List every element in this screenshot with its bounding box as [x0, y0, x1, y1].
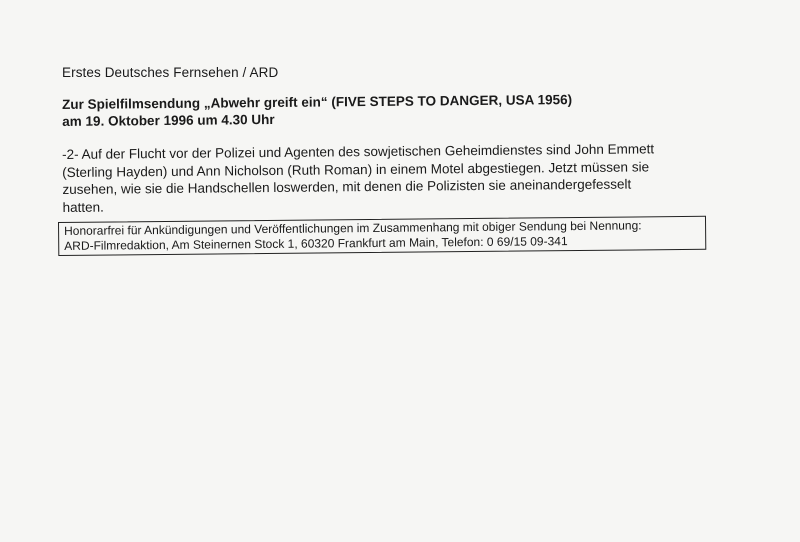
copyright-notice-box [58, 216, 706, 256]
notice-line-2: ARD-Filmredaktion, Am Steinernen Stock 1, 60320 Frankfurt am Main, Telefon: 0 69/15 09-341 [64, 233, 568, 253]
caption-body [62, 140, 713, 216]
notice-line-1: Honorarfrei für Ankündigungen und Veröffentlichungen im Zusammenhang mit obiger Sendung bei Nennung: [64, 218, 642, 238]
caption-line-1: -2- Auf der Flucht vor der Polizei und Agenten des sowjetischen Geheimdienstes sind John Emmett [62, 141, 655, 162]
heading-title-line: Zur Spielfilmsendung „Abwehr greift ein“ (FIVE STEPS TO DANGER, USA 1956) [62, 92, 573, 112]
heading-date-line: am 19. Oktober 1996 um 4.30 Uhr [62, 111, 275, 129]
caption-line-4: hatten. [62, 199, 104, 215]
caption-line-3: zusehen, wie sie die Handschellen loswerden, mit denen die Polizisten sie aneinandergefesselt [62, 176, 632, 197]
caption-line-2: (Sterling Hayden) und Ann Nicholson (Ruth Roman) in einem Motel abgestiegen. Jetzt müssen sie [62, 158, 650, 180]
film-broadcast-heading [62, 90, 702, 130]
broadcaster-line: Erstes Deutsches Fernsehen / ARD [62, 65, 279, 80]
